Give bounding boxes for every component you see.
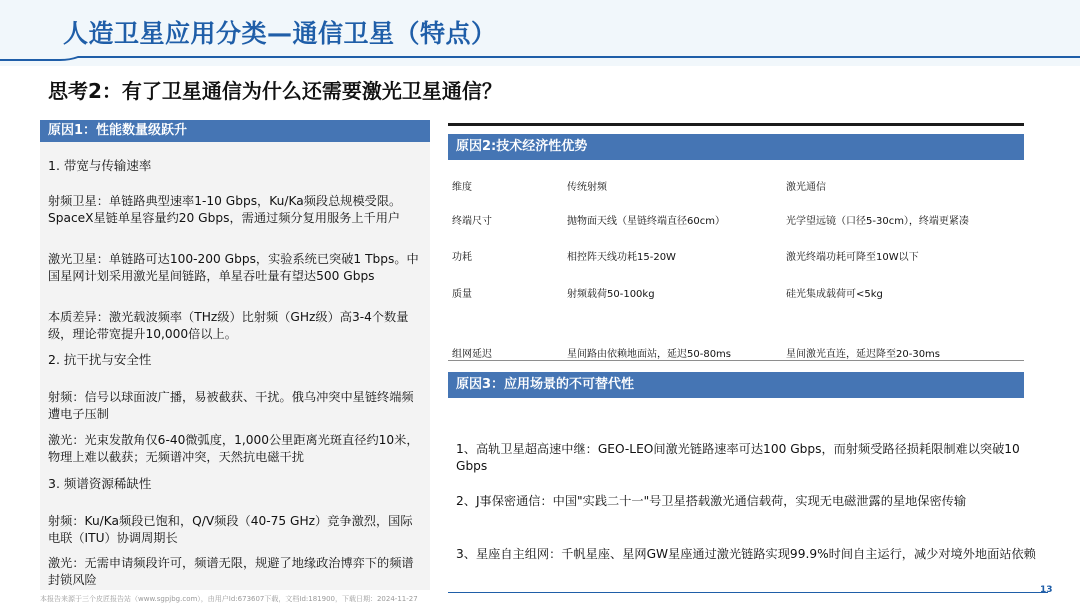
table-top-rule (448, 123, 1024, 126)
reason1-subheading-bandwidth: 1. 带宽与传输速率 (48, 158, 152, 173)
footer-rule (448, 592, 1048, 593)
reason1-laser-security: 激光：光束发散角仅6-40微弧度，1,000公里距离光斑直径约10米，物理上难以截获；无频谱冲突，天然抗电磁干扰 (48, 433, 419, 464)
table-cell: 星间路由依赖地面站，延迟50-80ms (567, 349, 732, 360)
reason1-rf-security: 射频：信号以球面波广播，易被截获、干扰。俄乌冲突中星链终端频遭电子压制 (48, 390, 414, 421)
reason1-laser-satellite: 激光卫星：单链路可达100-200 Gbps，实验系统已突破1 Tbps。中国星网计划采用激光星间链路，单星吞吐量有望达500 Gbps (48, 252, 419, 283)
reason1-essential-difference: 本质差异：激光载波频率（THz级）比射频（GHz级）高3-4个数量级，理论带宽提升10,000倍以上。 (48, 310, 409, 341)
table-cell: 相控阵天线功耗15-20W (567, 252, 676, 263)
reason3-item: 1、高轨卫星超高速中继：GEO-LEO间激光链路速率可达100 Gbps，而射频受路径损耗限制难以突破10 Gbps (456, 442, 1020, 473)
reason1-rf-satellite: 射频卫星：单链路典型速率1-10 Gbps，Ku/Ka频段总规模受限。SpaceX星链单星容量约20 Gbps，需通过频分复用服务上千用户 (48, 194, 402, 225)
reason3-item: 3、星座自主组网：千帆星座、星网GW星座通过激光链路实现99.9%时间自主运行，减少对境外地面站依赖 (456, 547, 1036, 561)
table-header-rf: 传统射频 (567, 182, 607, 193)
table-cell: 硅光集成载荷可<5kg (786, 289, 883, 300)
reason3-header: 原因3：应用场景的不可替代性 (448, 372, 1024, 398)
table-cell: 射频载荷50-100kg (567, 289, 655, 300)
table-cell: 质量 (452, 289, 472, 300)
reason2-header: 原因2:技术经济性优势 (448, 134, 1024, 160)
page-number: 13 (1040, 585, 1053, 595)
reason1-subheading-security: 2. 抗干扰与安全性 (48, 352, 152, 367)
footer-watermark: 本报告来源于三个皮匠报告站（www.sgpjbg.com），由用户Id:673607下载，文档Id:181900，下载日期：2024-11-27 (40, 595, 418, 603)
reason1-rf-spectrum: 射频：Ku/Ka频段已饱和，Q/V频段（40-75 GHz）竞争激烈，国际电联（ITU）协调周期长 (48, 514, 413, 545)
table-cell: 抛物面天线（星链终端直径60cm） (567, 216, 725, 227)
table-cell: 功耗 (452, 252, 472, 263)
table-header-laser: 激光通信 (786, 182, 826, 193)
table-cell: 组网延迟 (452, 349, 492, 360)
question-heading: 思考2：有了卫星通信为什么还需要激光卫星通信？ (48, 79, 502, 103)
table-bottom-rule (448, 360, 1024, 361)
reason1-subheading-spectrum: 3. 频谱资源稀缺性 (48, 476, 152, 491)
reason1-header: 原因1：性能数量级跃升 (40, 120, 430, 142)
page-title: 人造卫星应用分类—通信卫星（特点） (63, 19, 497, 48)
table-header-dimension: 维度 (452, 182, 472, 193)
title-underline (0, 56, 1080, 64)
reason3-item: 2、J事保密通信：中国"实践二十一"号卫星搭载激光通信载荷，实现无电磁泄露的星地保密传输 (456, 494, 967, 508)
table-cell: 星间激光直连，延迟降至20-30ms (786, 349, 941, 360)
reason1-laser-spectrum: 激光：无需申请频段许可，频谱无限，规避了地缘政治博弈下的频谱封锁风险 (48, 556, 414, 587)
table-cell: 光学望远镜（口径5-30cm），终端更紧凑 (786, 216, 969, 227)
table-cell: 激光终端功耗可降至10W以下 (786, 252, 919, 263)
table-cell: 终端尺寸 (452, 216, 492, 227)
